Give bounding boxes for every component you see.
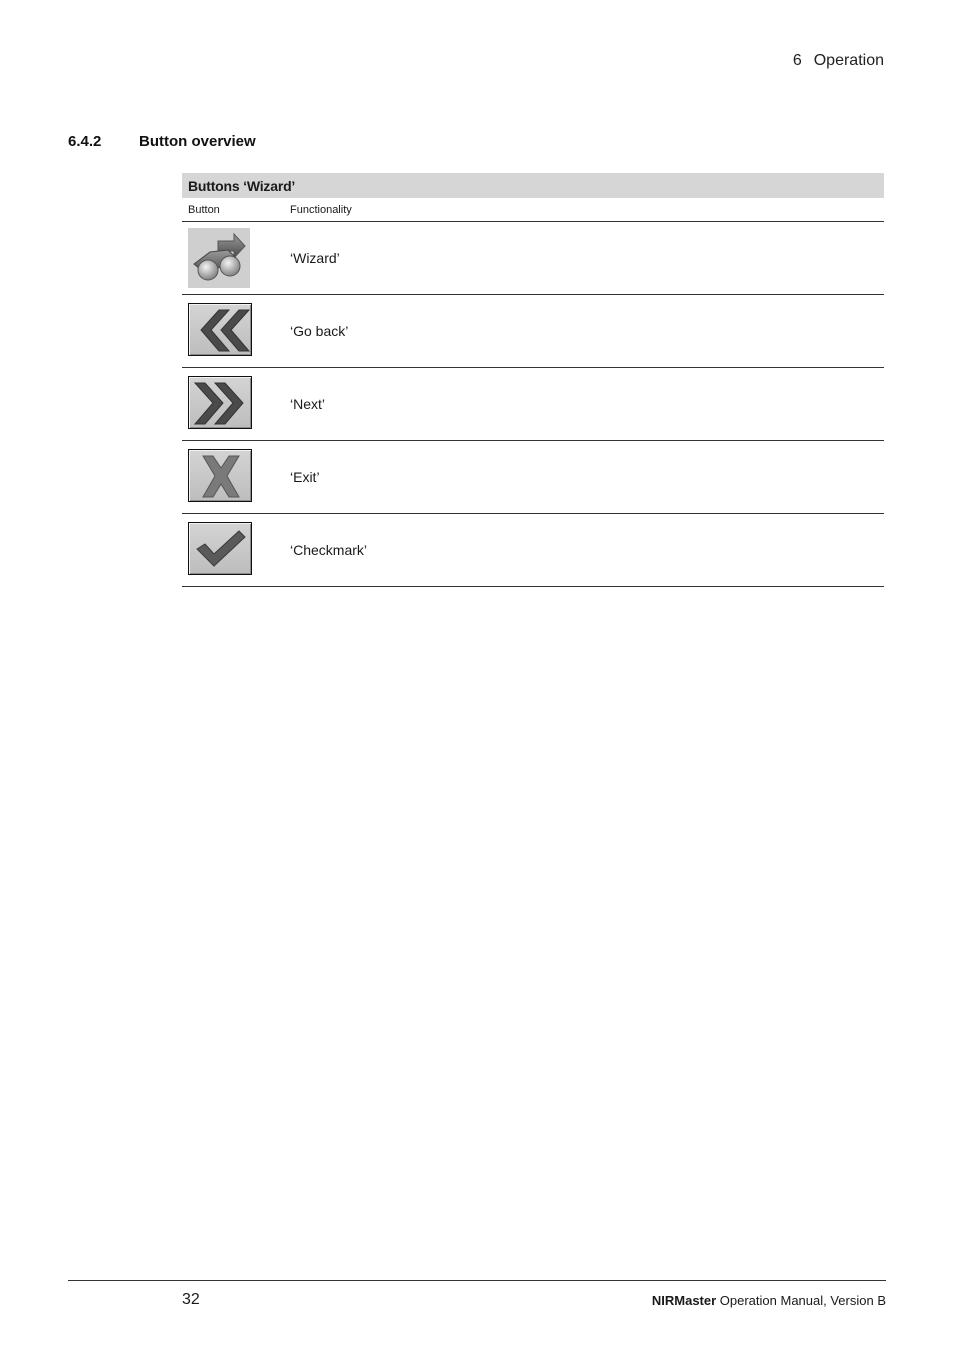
functionality-label: ‘Exit’ (290, 469, 320, 485)
functionality-label: ‘Next’ (290, 396, 326, 412)
running-header (793, 52, 884, 70)
footer-document-title (652, 1293, 886, 1308)
x-mark-icon (189, 450, 253, 503)
product-name: NIRMaster (651, 1293, 717, 1308)
button-overview-table (182, 173, 884, 587)
chapter-title: Operation (813, 52, 884, 69)
page-number: 32 (182, 1291, 200, 1308)
section-title: Button overview (139, 133, 256, 150)
chapter-number: 6 (792, 52, 802, 69)
table-row (182, 222, 884, 295)
section-heading (68, 133, 256, 150)
functionality-label: ‘Go back’ (290, 323, 349, 339)
go-back-button[interactable] (188, 301, 250, 361)
column-header-functionality: Functionality (290, 204, 352, 216)
exit-button[interactable] (188, 447, 250, 507)
wizard-button[interactable] (188, 228, 250, 288)
checkmark-icon (189, 523, 253, 576)
functionality-label: ‘Wizard’ (290, 250, 340, 266)
functionality-label: ‘Checkmark’ (290, 542, 368, 558)
manual-title: Operation Manual, Version B (716, 1293, 886, 1308)
next-button[interactable] (188, 374, 250, 434)
double-chevron-left-icon (189, 304, 253, 357)
double-chevron-right-icon (189, 377, 253, 430)
wizard-binoculars-icon (188, 228, 250, 288)
table-row (182, 514, 884, 587)
table-row (182, 295, 884, 368)
table-row (182, 368, 884, 441)
table-title: Buttons ‘Wizard’ (182, 173, 884, 198)
table-header-row (182, 198, 884, 222)
table-row (182, 441, 884, 514)
footer-divider (68, 1280, 886, 1281)
checkmark-button[interactable] (188, 520, 250, 580)
section-number: 6.4.2 (68, 133, 102, 150)
column-header-button: Button (188, 204, 220, 216)
